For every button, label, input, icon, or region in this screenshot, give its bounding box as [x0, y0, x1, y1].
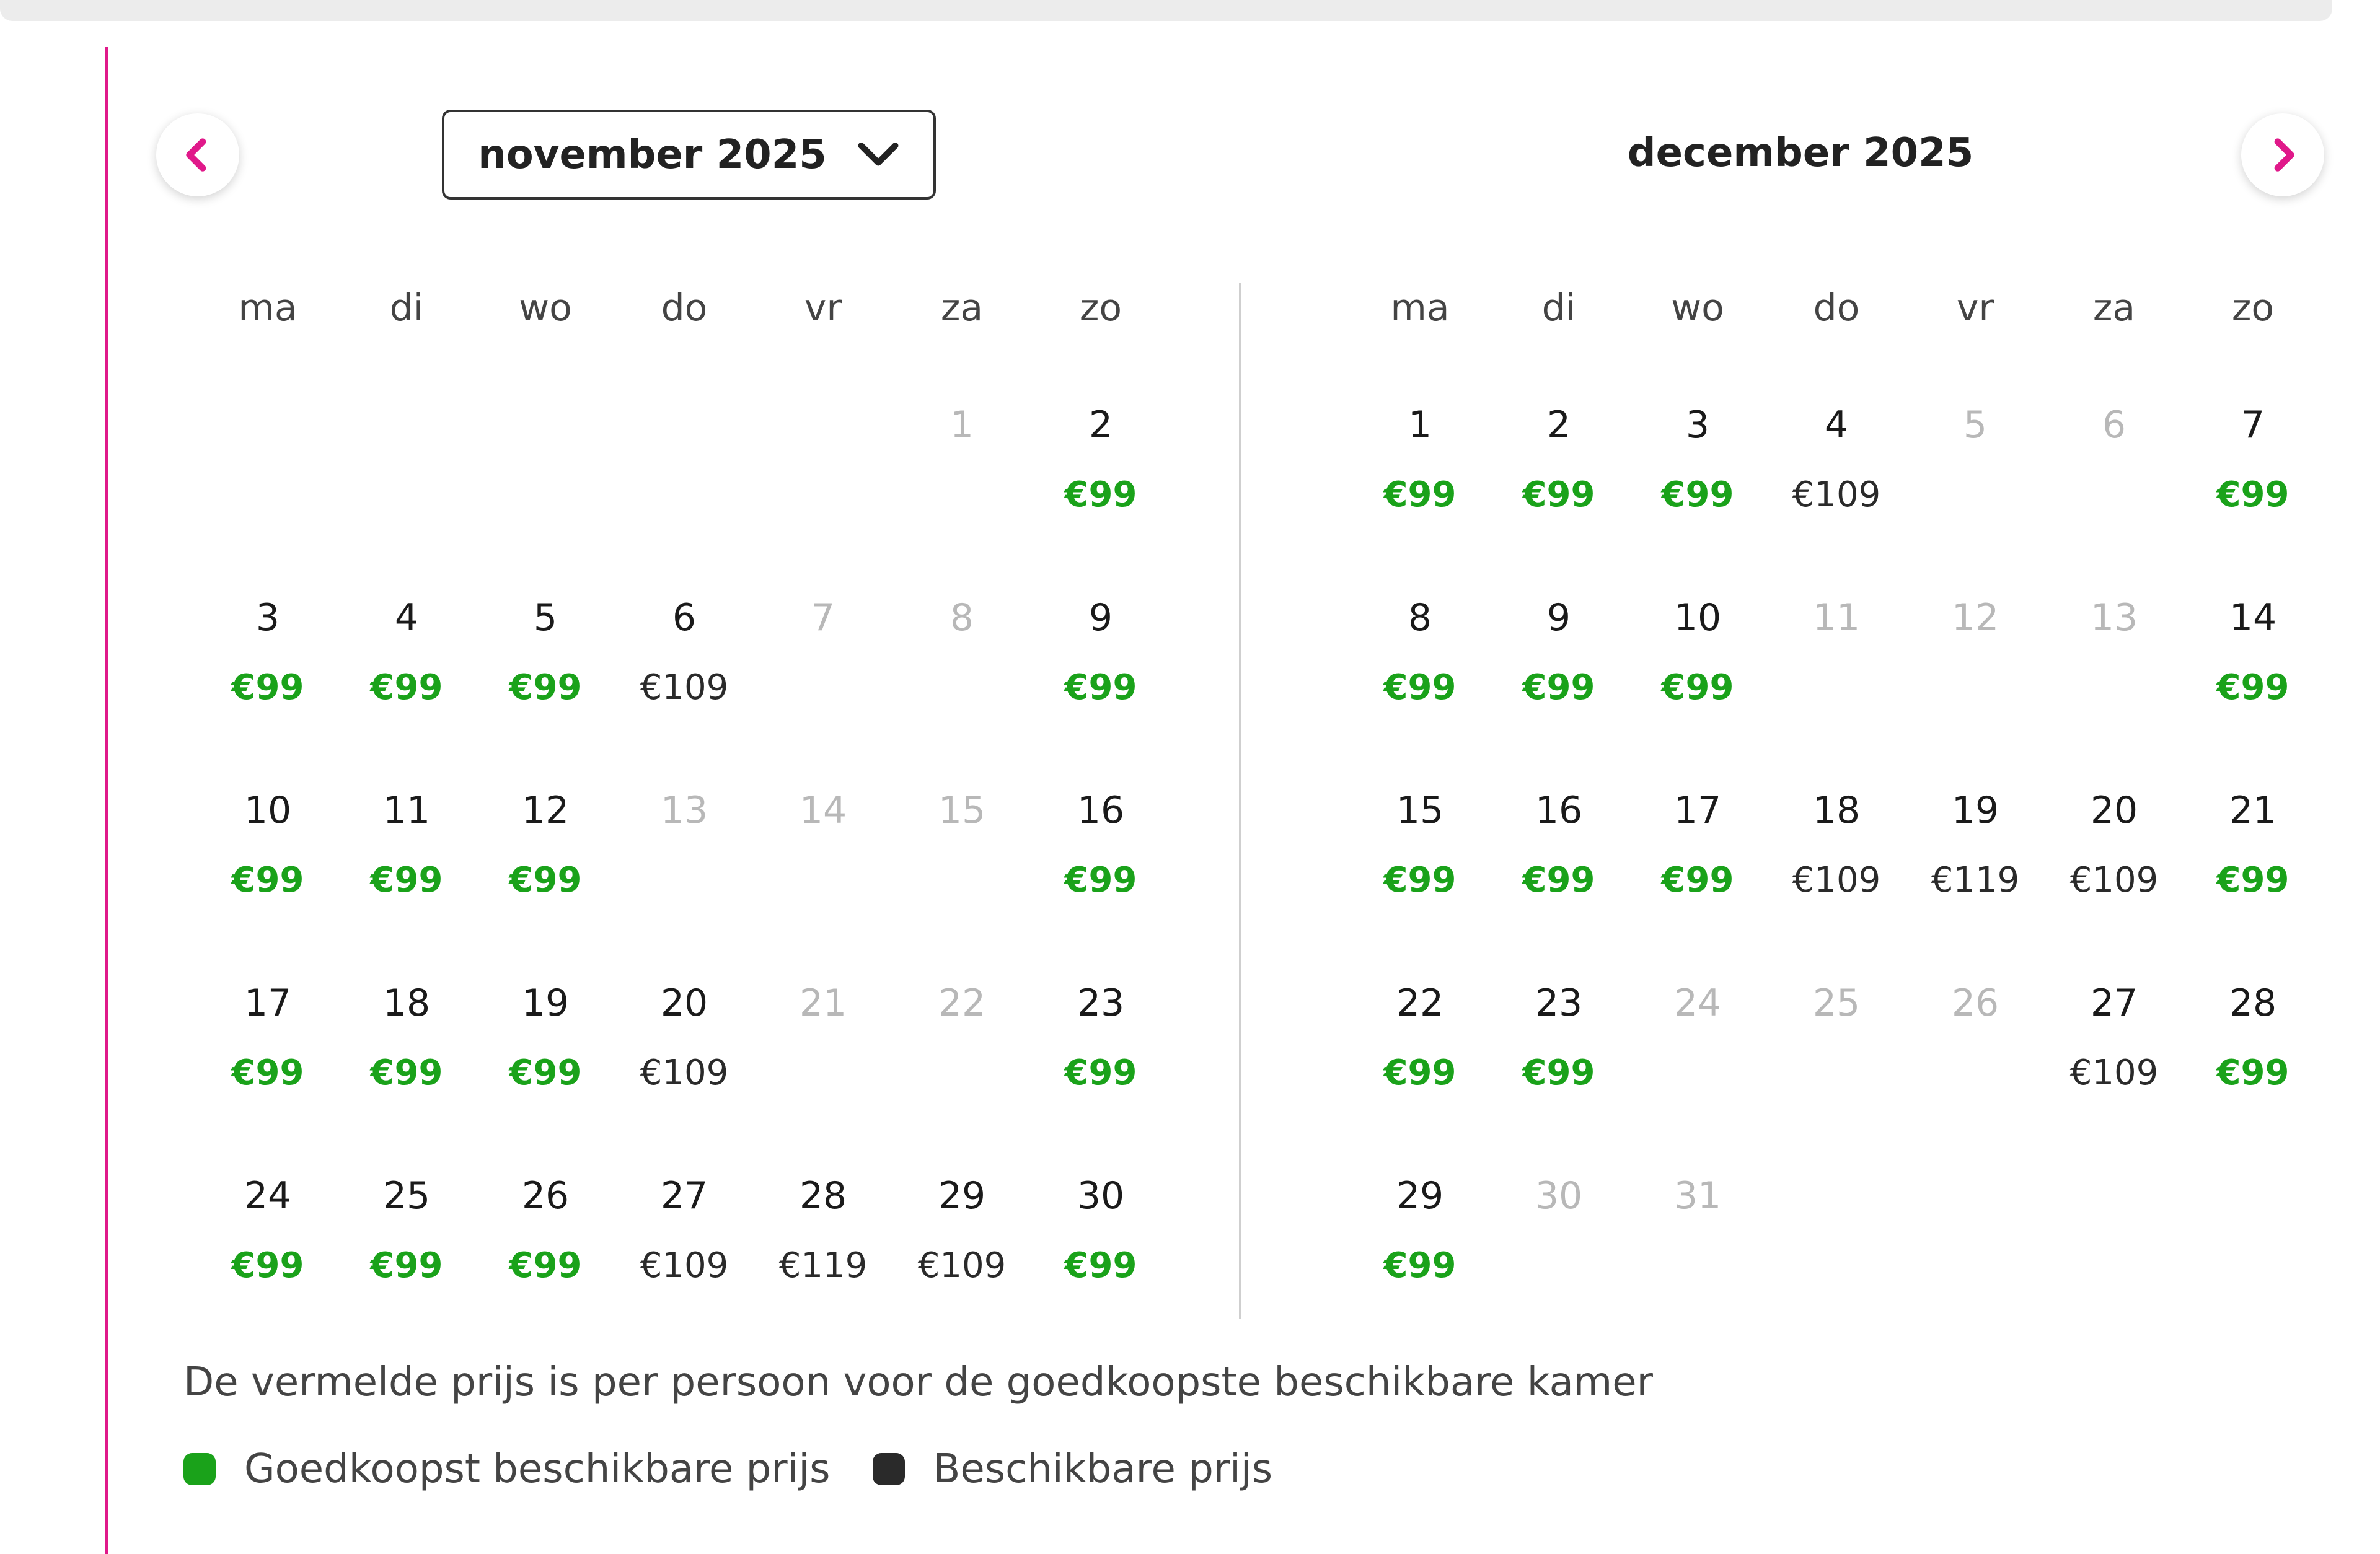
day-price: €119 — [778, 1245, 868, 1286]
day-number: 11 — [1812, 596, 1861, 639]
day-price: €99 — [1522, 1053, 1595, 1093]
day-number: 13 — [660, 789, 708, 832]
day-price: €109 — [640, 1053, 729, 1093]
day-cell — [1907, 595, 2043, 757]
day-cell[interactable] — [755, 1174, 891, 1335]
day-cell[interactable] — [2185, 595, 2321, 757]
day-number: 24 — [1673, 981, 1722, 1025]
day-cell[interactable] — [338, 595, 475, 757]
weekday-header: za — [2092, 286, 2136, 330]
weekday-header: ma — [238, 286, 298, 330]
day-number: 5 — [1963, 403, 1988, 447]
day-number: 23 — [1535, 981, 1583, 1025]
day-price: €99 — [1064, 1053, 1137, 1093]
day-number: 9 — [1546, 596, 1571, 639]
day-price: €99 — [370, 860, 443, 900]
day-cell[interactable] — [894, 1174, 1030, 1335]
day-cell[interactable] — [2046, 788, 2182, 949]
day-price: €109 — [1792, 475, 1881, 515]
day-cell[interactable] — [1907, 788, 2043, 949]
day-cell[interactable] — [200, 595, 336, 757]
day-number: 5 — [533, 596, 558, 639]
day-price: €99 — [1383, 1053, 1457, 1093]
day-cell[interactable] — [477, 1174, 614, 1335]
day-cell — [894, 403, 1030, 564]
day-cell[interactable] — [616, 981, 752, 1142]
day-price: €99 — [1064, 1245, 1137, 1286]
day-number: 9 — [1088, 596, 1113, 639]
weekday-header: do — [1813, 286, 1860, 330]
chevron-down-icon — [857, 139, 900, 170]
day-number: 12 — [521, 789, 570, 832]
cheapest-dot-icon — [183, 1453, 216, 1485]
day-cell[interactable] — [477, 595, 614, 757]
day-cell[interactable] — [1768, 788, 1905, 949]
day-cell[interactable] — [1491, 788, 1627, 949]
day-number: 26 — [521, 1174, 570, 1218]
next-month-button[interactable] — [2241, 113, 2324, 196]
day-cell[interactable] — [1491, 981, 1627, 1142]
day-number: 30 — [1535, 1174, 1583, 1218]
day-number: 19 — [521, 981, 570, 1025]
day-price: €99 — [1383, 1245, 1457, 1286]
day-number: 6 — [672, 596, 697, 639]
day-price: €119 — [1931, 860, 2020, 900]
day-number: 7 — [2241, 403, 2265, 447]
day-number: 1 — [950, 403, 974, 447]
day-cell[interactable] — [1033, 595, 1169, 757]
day-cell[interactable] — [338, 788, 475, 949]
weekday-header: wo — [1671, 286, 1724, 330]
day-number: 6 — [2102, 403, 2127, 447]
day-number: 25 — [1812, 981, 1861, 1025]
weekday-header: za — [940, 286, 984, 330]
day-price: €99 — [231, 860, 304, 900]
day-cell[interactable] — [2046, 981, 2182, 1142]
day-number: 20 — [660, 981, 708, 1025]
day-number: 19 — [1951, 789, 1999, 832]
day-cell[interactable] — [1491, 595, 1627, 757]
day-number: 3 — [1685, 403, 1710, 447]
day-cell[interactable] — [477, 788, 614, 949]
day-cell[interactable] — [1033, 1174, 1169, 1335]
day-cell[interactable] — [338, 981, 475, 1142]
day-price: €99 — [509, 667, 582, 708]
weekday-header: vr — [804, 286, 842, 330]
day-number: 3 — [255, 596, 280, 639]
day-price: €109 — [917, 1245, 1007, 1286]
day-number: 23 — [1077, 981, 1125, 1025]
day-number: 26 — [1951, 981, 1999, 1025]
day-cell[interactable] — [1352, 403, 1488, 564]
day-cell — [1768, 981, 1905, 1142]
day-number: 8 — [1408, 596, 1432, 639]
day-cell[interactable] — [1033, 403, 1169, 564]
day-price: €99 — [1661, 860, 1734, 900]
day-cell[interactable] — [1629, 788, 1766, 949]
weekday-header: zo — [2231, 286, 2275, 330]
day-cell[interactable] — [616, 1174, 752, 1335]
day-price: €99 — [509, 1245, 582, 1286]
day-number: 17 — [244, 981, 292, 1025]
day-cell[interactable] — [2185, 403, 2321, 564]
day-cell — [755, 595, 891, 757]
day-price: €99 — [370, 1245, 443, 1286]
weekday-header: zo — [1079, 286, 1122, 330]
day-number: 4 — [1824, 403, 1849, 447]
day-cell[interactable] — [1352, 788, 1488, 949]
month-dropdown-label: november 2025 — [478, 131, 827, 178]
day-cell — [1629, 1174, 1766, 1335]
day-number: 16 — [1535, 789, 1583, 832]
day-price: €109 — [640, 1245, 729, 1286]
day-cell — [616, 788, 752, 949]
day-price: €99 — [1661, 667, 1734, 708]
day-cell — [2046, 595, 2182, 757]
day-cell — [894, 981, 1030, 1142]
day-cell[interactable] — [1352, 595, 1488, 757]
day-cell[interactable] — [338, 1174, 475, 1335]
day-number: 29 — [938, 1174, 986, 1218]
day-cell[interactable] — [1352, 981, 1488, 1142]
day-cell[interactable] — [2185, 788, 2321, 949]
day-number: 10 — [244, 789, 292, 832]
day-number: 30 — [1077, 1174, 1125, 1218]
chevron-right-icon — [2263, 135, 2303, 175]
day-number: 22 — [938, 981, 986, 1025]
day-number: 29 — [1396, 1174, 1444, 1218]
day-cell — [1629, 981, 1766, 1142]
previous-month-button[interactable] — [156, 113, 239, 196]
day-price: €99 — [370, 1053, 443, 1093]
day-number: 21 — [799, 981, 847, 1025]
day-price: €99 — [1383, 860, 1457, 900]
day-price: €99 — [1522, 667, 1595, 708]
price-note: De vermelde prijs is per persoon voor de goedkoopste beschikbare kamer — [183, 1359, 1653, 1405]
day-number: 8 — [950, 596, 974, 639]
day-cell[interactable] — [1768, 403, 1905, 564]
weekday-header: do — [661, 286, 708, 330]
day-number: 25 — [382, 1174, 431, 1218]
day-cell — [1491, 1174, 1627, 1335]
day-price: €99 — [509, 860, 582, 900]
day-cell — [894, 595, 1030, 757]
day-number: 18 — [1812, 789, 1861, 832]
day-price: €99 — [1522, 475, 1595, 515]
day-number: 14 — [799, 789, 847, 832]
day-cell[interactable] — [2185, 981, 2321, 1142]
day-number: 16 — [1077, 789, 1125, 832]
day-price: €99 — [1383, 475, 1457, 515]
day-cell[interactable] — [1352, 1174, 1488, 1335]
month-dropdown[interactable] — [442, 110, 936, 200]
weekday-header: di — [1541, 286, 1576, 330]
day-price: €99 — [231, 1053, 304, 1093]
day-price: €99 — [1522, 860, 1595, 900]
day-number: 24 — [244, 1174, 292, 1218]
accent-rule — [105, 47, 108, 1554]
day-number: 7 — [811, 596, 835, 639]
day-number: 31 — [1673, 1174, 1722, 1218]
day-number: 11 — [382, 789, 431, 832]
day-cell — [1907, 403, 2043, 564]
day-cell[interactable] — [200, 1174, 336, 1335]
weekday-header: vr — [1956, 286, 1994, 330]
day-cell[interactable] — [1491, 403, 1627, 564]
day-cell[interactable] — [1033, 788, 1169, 949]
day-number: 18 — [382, 981, 431, 1025]
day-number: 27 — [2090, 981, 2138, 1025]
month-title-december: december 2025 — [1627, 130, 1974, 176]
available-dot-icon — [873, 1453, 905, 1485]
day-cell — [894, 788, 1030, 949]
day-cell — [1907, 981, 2043, 1142]
day-number: 15 — [1396, 789, 1444, 832]
day-cell[interactable] — [1629, 595, 1766, 757]
day-price: €99 — [509, 1053, 582, 1093]
weekday-header: di — [389, 286, 424, 330]
day-number: 2 — [1088, 403, 1113, 447]
day-number: 10 — [1673, 596, 1722, 639]
day-price: €99 — [1661, 475, 1734, 515]
day-cell — [755, 788, 891, 949]
day-cell — [2046, 403, 2182, 564]
day-cell[interactable] — [200, 788, 336, 949]
day-cell[interactable] — [1629, 403, 1766, 564]
month-divider — [1239, 283, 1241, 1319]
day-price: €99 — [2216, 860, 2290, 900]
top-bar — [0, 0, 2332, 21]
day-price: €99 — [1064, 475, 1137, 515]
day-number: 21 — [2229, 789, 2277, 832]
day-number: 28 — [2229, 981, 2277, 1025]
day-number: 17 — [1673, 789, 1722, 832]
day-cell[interactable] — [1033, 981, 1169, 1142]
day-price: €99 — [370, 667, 443, 708]
day-price: €109 — [1792, 860, 1881, 900]
day-price: €109 — [640, 667, 729, 708]
day-cell[interactable] — [200, 981, 336, 1142]
weekday-header: wo — [519, 286, 572, 330]
weekday-header: ma — [1390, 286, 1450, 330]
day-price: €99 — [1383, 667, 1457, 708]
day-number: 1 — [1408, 403, 1432, 447]
day-number: 27 — [660, 1174, 708, 1218]
price-legend — [183, 1446, 1272, 1492]
day-price: €99 — [2216, 667, 2290, 708]
day-price: €99 — [2216, 1053, 2290, 1093]
day-cell[interactable] — [616, 595, 752, 757]
day-number: 20 — [2090, 789, 2138, 832]
day-price: €99 — [2216, 475, 2290, 515]
chevron-left-icon — [178, 135, 218, 175]
day-number: 4 — [394, 596, 419, 639]
day-price: €99 — [1064, 667, 1137, 708]
day-cell[interactable] — [477, 981, 614, 1142]
day-price: €99 — [231, 1245, 304, 1286]
day-cell — [1768, 595, 1905, 757]
day-number: 12 — [1951, 596, 1999, 639]
day-number: 22 — [1396, 981, 1444, 1025]
day-number: 15 — [938, 789, 986, 832]
day-number: 2 — [1546, 403, 1571, 447]
day-price: €109 — [2069, 860, 2159, 900]
day-cell — [755, 981, 891, 1142]
day-number: 14 — [2229, 596, 2277, 639]
day-price: €109 — [2069, 1053, 2159, 1093]
legend-cheapest-label: Goedkoopst beschikbare prijs — [244, 1446, 831, 1492]
day-price: €99 — [1064, 860, 1137, 900]
day-number: 13 — [2090, 596, 2138, 639]
day-number: 28 — [799, 1174, 847, 1218]
legend-available-label: Beschikbare prijs — [933, 1446, 1273, 1492]
day-price: €99 — [231, 667, 304, 708]
